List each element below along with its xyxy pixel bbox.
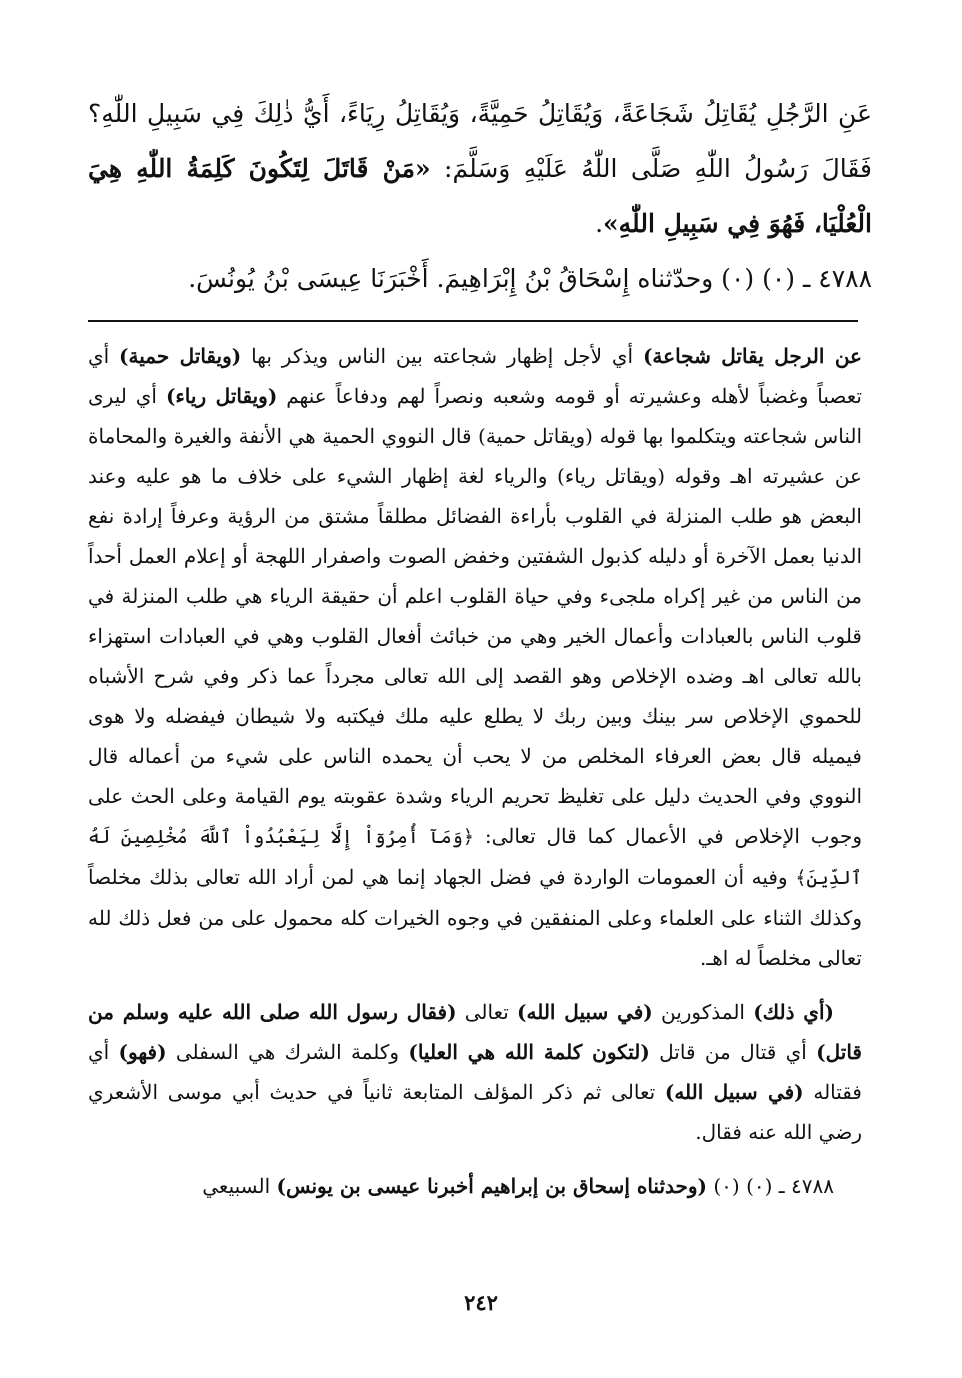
commentary-text: أي لأجل إظهار شجاعته بين الناس ويذكر بها [241, 344, 643, 368]
hadith-narration: فَقَالَ رَسُولُ اللّٰهِ صَلَّى اللّٰهُ عَلَيْهِ وَسَلَّمَ: [430, 154, 872, 183]
commentary-bold: (ويقاتل رياء) [165, 384, 278, 408]
commentary-text: المذكورين [652, 1000, 754, 1024]
commentary-text: تعالى [456, 1000, 518, 1024]
commentary-paragraph-1 [88, 336, 862, 978]
commentary-bold: (وحدثناه إسحاق بن إبراهيم أخبرنا عيسى بن يونس) [276, 1174, 707, 1198]
hadith-answer: «مَنْ قَاتَلَ لِتَكُونَ كَلِمَةُ اللّٰهِ هِيَ الْعُلْيَا، فَهُوَ فِي سَبِيلِ اللّٰهِ» [88, 154, 872, 238]
commentary-text: وكلمة الشرك هي السفلى [166, 1040, 409, 1064]
commentary-text: وفيه أن العمومات الواردة في فضل الجهاد إنما هي لمن أراد الله تعالى بذلك مخلصاً وكذلك الثناء على العلماء وعلى المنفقين في وجوه الخيرات كله محمول على من فعل ذلك لله تعالى مخلصاً له اهـ. [88, 865, 862, 970]
commentary-text: أي ليرى الناس شجاعته ويتكلموا بها قوله (ويقاتل حمية) قال النووي الحمية هي الأنفة والغيرة والمحاماة عن عشيرته اهـ وقوله (ويقاتل رياء) والرياء لغة إظهار الشيء على خلاف ما هو عليه وعند البعض هو طلب المنزلة في القلوب بأراءة الفضائل مطلقاً مشتق من الرؤية وعرفاً إرادة نفع الدنيا بعمل الآخرة أو دليله كذبول الشفتين وخفض الصوت واصفرار اللهجة أو إعلام العمل أحداً من الناس من غير إكراه ملجىء وفي حياة القلوب اعلم أن حقيقة الرياء هي طلب المنزلة في قلوب الناس بالعبادات وأعمال الخير وهي من خبائث أفعال القلوب وهي في العبادات استهزاء بالله تعالى اهـ وضده الإخلاص وهو القصد إلى الله تعالى مجرداً عما ذكر وفي شرح الأشباه للحموي الإخلاص سر بينك وبين ربك لا يطلع عليه ملك فيكتبه ولا شيطان فيفضله ولا هوى فيميله قال بعض العرفاء المخلص من لا يحب أن يحمده الناس على شيء من أعماله قال النووي وفي الحديث دليل على تغليظ تحريم الرياء وشدة عقوبته يوم القيامة وعلى الحث على وجوب الإخلاص في الأعمال كما قال تعالى: [88, 384, 862, 848]
commentary-text: ٤٧٨٨ ـ (٠) (٠) [707, 1174, 834, 1198]
quran-verse: ﴿وَمَآ أُمِرُوٓاْ إِلَّا لِيَعْبُدُواْ ٱللَّهَ مُخْلِصِينَ لَهُ ٱلدِّينَ﴾ [88, 826, 862, 889]
commentary-bold: (فهو) [118, 1040, 167, 1064]
commentary-text: أي تعصباً وغضباً لأهله وعشيرته أو قومه وشعبه ونصراً لهم ودفاعاً عنهم [88, 344, 862, 408]
hadith-question: عَنِ الرَّجُلِ يُقَاتِلُ شَجَاعَةً، وَيُقَاتِلُ حَمِيَّةً، وَيُقَاتِلُ رِيَاءً، أَيُّ ذٰلِكَ فِي سَبِيلِ اللّٰهِ؟ [88, 99, 872, 128]
commentary-paragraph-3 [88, 1166, 862, 1206]
commentary-text: أي فقتاله [88, 1040, 862, 1104]
hadith-line [88, 86, 872, 251]
hadith-end-mark: . [595, 209, 604, 238]
commentary-bold: (في سبيل الله) [517, 1000, 653, 1024]
commentary-paragraph-2 [88, 992, 862, 1152]
commentary-bold: (في سبيل الله) [664, 1080, 804, 1104]
separator-rule [88, 320, 858, 322]
commentary-bold: (ويقاتل حمية) [119, 344, 242, 368]
commentary-bold: عن الرجل يقاتل شجاعة) [642, 344, 862, 368]
hadith-isnad: ٤٧٨٨ ـ (٠) (٠) وحدّثناه إِسْحَاقُ بْنُ إِبْرَاهِيمَ. أَخْبَرَنَا عِيسَى بْنُ يُونُسَ. [188, 264, 872, 293]
commentary-text: تعالى ثم ذكر المؤلف المتابعة ثانياً في حديث أبي موسى الأشعري رضي الله عنه فقال. [88, 1080, 862, 1144]
commentary-bold: (فقال رسول الله صلى الله عليه وسلم من قاتل) [88, 1000, 862, 1064]
commentary [88, 336, 862, 1206]
commentary-text: أي قتال من قاتل [649, 1040, 817, 1064]
page-number: ٢٤٢ [464, 1290, 498, 1315]
commentary-text: السبيعي [202, 1174, 277, 1198]
hadith-text [88, 86, 872, 306]
commentary-bold: (أي ذلك) [753, 1000, 834, 1024]
commentary-bold: (لتكون كلمة الله هي العليا) [408, 1040, 650, 1064]
